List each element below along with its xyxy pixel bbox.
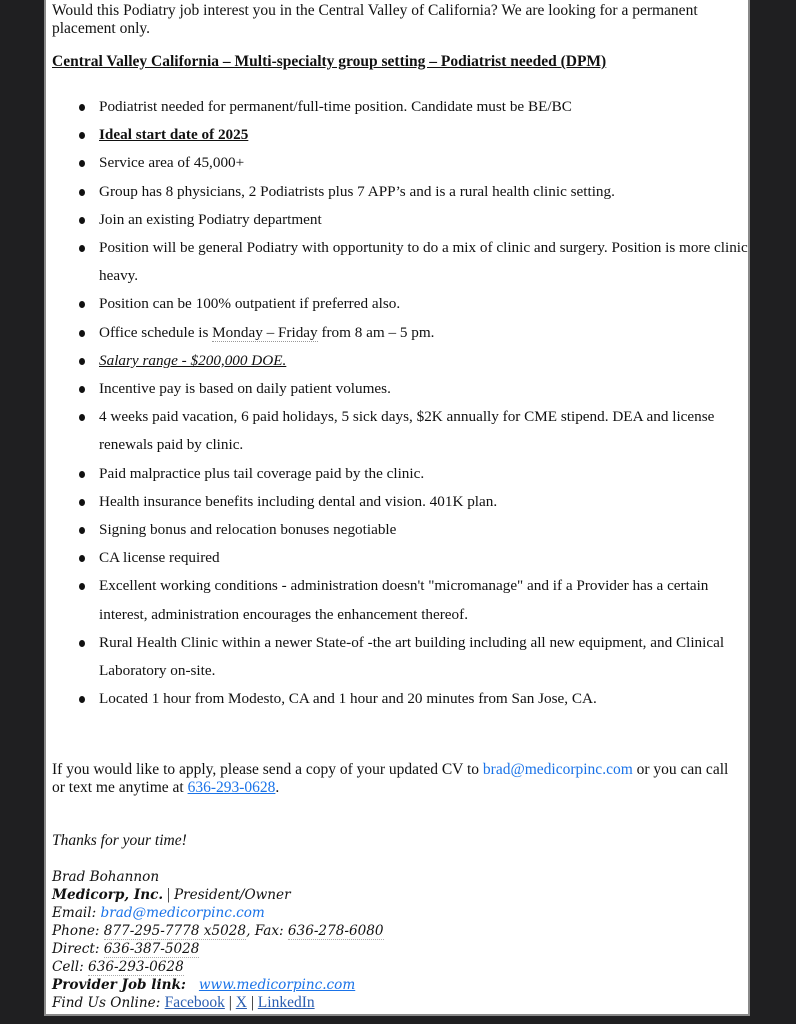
bullet-icon	[79, 245, 85, 252]
list-item	[52, 347, 752, 375]
signature-cell-line: Cell: 636-293-0628	[52, 959, 184, 975]
email-body-page	[44, 0, 750, 1016]
list-item: Located 1 hour from Modesto, CA and 1 hour and 20 minutes from San Jose, CA.	[52, 685, 752, 713]
intro-paragraph: Would this Podiatry job interest you in the Central Valley of California? We are looking for a permanent placement only.	[52, 2, 698, 37]
list-item	[52, 121, 752, 149]
signature-company-line: Medicorp, Inc. | President/Owner	[52, 886, 291, 903]
job-heading: Central Valley California – Multi-specialty group setting – Podiatrist needed (DPM)	[52, 53, 607, 70]
apply-phone-link[interactable]: 636-293-0628	[187, 779, 276, 796]
x-link[interactable]: X	[235, 994, 247, 1011]
signature-title: President/Owner	[173, 887, 291, 903]
list-item: Podiatrist needed for permanent/full-time position. Candidate must be BE/BC	[52, 93, 752, 121]
thanks-text: Thanks for your time!	[52, 832, 187, 849]
start-date-text: Ideal start date of 2025	[99, 126, 249, 144]
list-item: Incentive pay is based on daily patient volumes.	[52, 375, 752, 403]
bullet-icon	[79, 583, 85, 590]
list-item: Group has 8 physicians, 2 Podiatrists plus 7 APP’s and is a rural health clinic setting.	[52, 178, 752, 206]
signature-email-line: Email: brad@medicorpinc.com	[52, 905, 265, 921]
list-item: Signing bonus and relocation bonuses negotiable	[52, 516, 752, 544]
signature-direct-line: Direct: 636-387-5028	[52, 941, 200, 957]
bullet-icon	[79, 301, 85, 308]
signature-job-link-line: Provider Job link: www.medicorpinc.com	[52, 977, 356, 993]
fax-number-link[interactable]: 636-278-6080	[287, 923, 384, 939]
bullet-icon	[79, 132, 85, 139]
facebook-link[interactable]: Facebook	[164, 994, 225, 1011]
bullet-icon	[79, 217, 85, 224]
schedule-days-link[interactable]: Monday – Friday	[212, 323, 318, 341]
job-website-link[interactable]: www.medicorpinc.com	[198, 977, 356, 993]
signature-social-line: Find Us Online: Facebook | X | LinkedIn	[52, 994, 315, 1011]
bullet-icon	[79, 386, 85, 393]
list-item: Health insurance benefits including dental and vision. 401K plan.	[52, 488, 752, 516]
linkedin-link[interactable]: LinkedIn	[257, 994, 315, 1011]
bullet-icon	[79, 414, 85, 421]
list-item: Service area of 45,000+	[52, 149, 752, 177]
bullet-icon	[79, 555, 85, 562]
signature-name: Brad Bohannon	[52, 869, 160, 885]
signature-phone-line: Phone: 877-295-7778 x5028, Fax: 636-278-6080	[52, 923, 384, 939]
list-item: Paid malpractice plus tail coverage paid by the clinic.	[52, 460, 752, 488]
bullet-icon	[79, 160, 85, 167]
phone-number-link[interactable]: 877-295-7778 x5028	[103, 923, 247, 939]
list-item: Position will be general Podiatry with opportunity to do a mix of clinic and surgery. Position is more clinic heavy.	[52, 234, 752, 290]
list-item: 4 weeks paid vacation, 6 paid holidays, 5 sick days, $2K annually for CME stipend. DEA and license renewals paid by clinic.	[52, 403, 752, 459]
cell-number-link[interactable]: 636-293-0628	[88, 959, 184, 975]
email-signature	[52, 868, 384, 1012]
apply-paragraph: If you would like to apply, please send a copy of your updated CV to brad@medicorpinc.com or you can call or text me anytime at 636-293-0628.	[52, 761, 729, 796]
bullet-icon	[79, 696, 85, 703]
list-item: Excellent working conditions - administration doesn't "micromanage" and if a Provider has a certain interest, administration encourages the enhancement thereof.	[52, 572, 752, 628]
bullet-icon	[79, 640, 85, 647]
apply-email-link[interactable]: brad@medicorpinc.com	[482, 761, 633, 778]
signature-email-link[interactable]: brad@medicorpinc.com	[100, 905, 265, 921]
company-name: Medicorp, Inc.	[52, 887, 164, 903]
list-item: Rural Health Clinic within a newer State-of -the art building including all new equipment, and Clinical Laboratory on-site.	[52, 629, 752, 685]
list-item: Join an existing Podiatry department	[52, 206, 752, 234]
bullet-icon	[79, 499, 85, 506]
job-details-list	[52, 93, 752, 713]
list-item: CA license required	[52, 544, 752, 572]
bullet-icon	[79, 104, 85, 111]
bullet-icon	[79, 471, 85, 478]
bullet-icon	[79, 527, 85, 534]
bullet-icon	[79, 330, 85, 337]
list-item: Office schedule is Monday – Friday from 8 am – 5 pm.	[52, 319, 752, 347]
bullet-icon	[79, 189, 85, 196]
bullet-icon	[79, 358, 85, 365]
list-item: Position can be 100% outpatient if preferred also.	[52, 290, 752, 318]
direct-number-link[interactable]: 636-387-5028	[103, 941, 200, 957]
salary-text: Salary range - $200,000 DOE.	[99, 351, 287, 369]
